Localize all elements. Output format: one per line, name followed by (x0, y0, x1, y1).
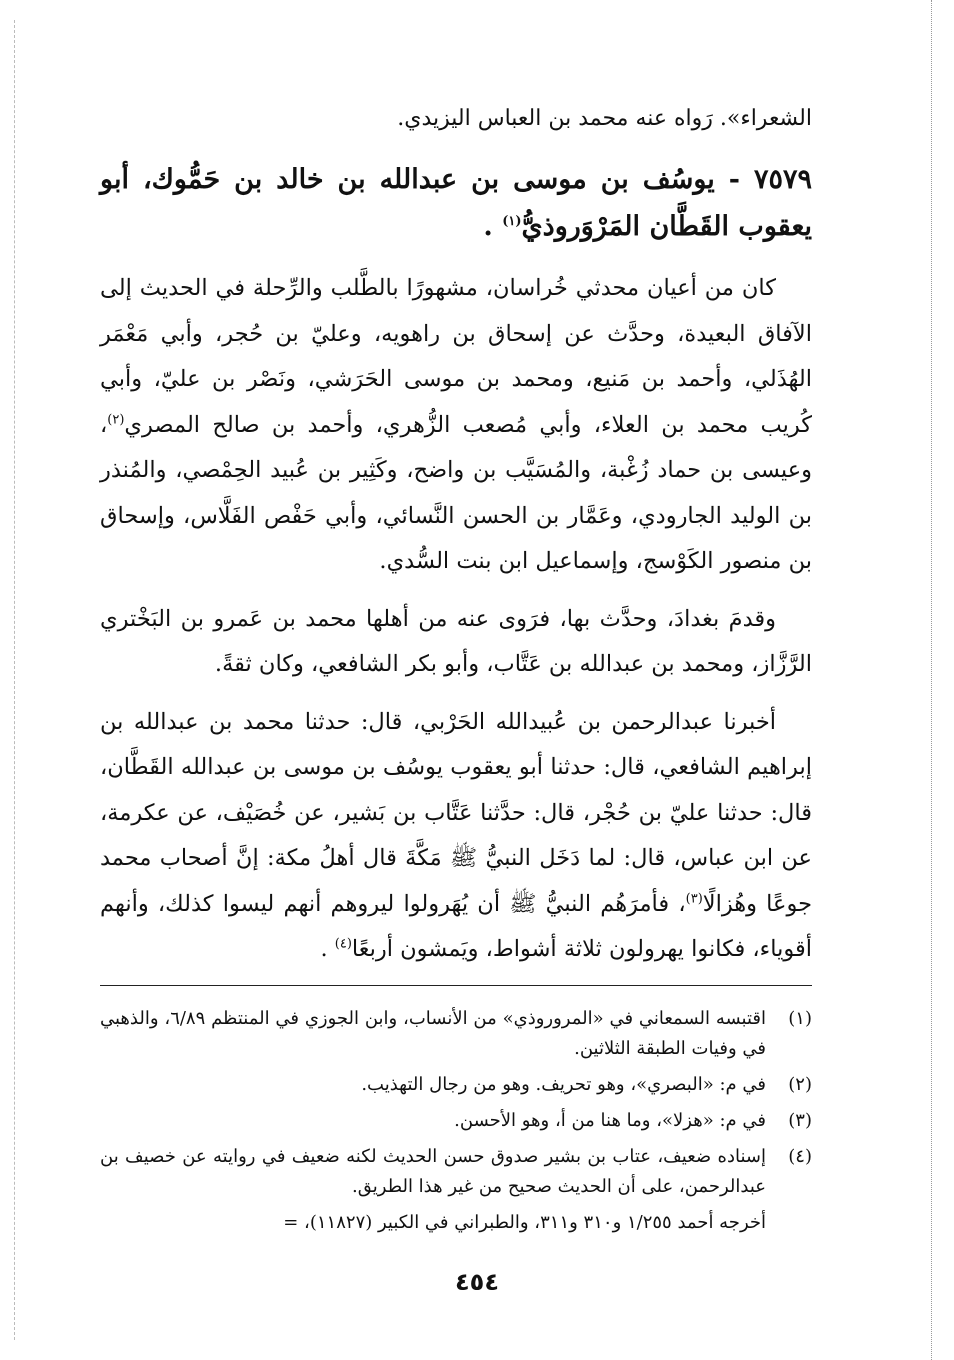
scan-edge-right (931, 0, 932, 1360)
page-body (100, 96, 812, 1238)
scan-edge-left (14, 20, 15, 1340)
paragraph-text: ، فأمرَهُم النبيُّ ﷺ أن يُهَرولوا ليروهم أنهم ليسوا كذلك، وأنهم أقوياء، فكانوا يهرولون ثلاثة أشواط، ويَمشون أربعًا (100, 890, 812, 962)
footnote-text: في م: «هزلا»، وما هنا من أ، وهو الأحسن. (454, 1109, 766, 1131)
footnote-number: (١) (788, 1007, 812, 1029)
paragraph-text: ، وعيسى بن حماد زُغْبة، والمُسَيَّب بن واضح، وكَثِير بن عُبيد الحِمْصي، والمُنذر بن الوليد الجارودي، وعَمَّار بن الحسن النَّسائي، وأبي حَفْص الفَلَّاس، وإسحاق بن منصور الكَوْسج، وإسماعيل ابن بنت السُّدي. (100, 411, 812, 574)
footnote-2 (100, 1070, 812, 1100)
footnote-text: اقتبسه السمعاني في «المروروذي» من الأنساب، وابن الجوزي في المنتظم ٦/٨٩، والذهبي في وفيات الطبقة الثلاثين. (100, 1007, 766, 1059)
footnote-ref-1[interactable]: (١) (502, 214, 522, 229)
footnote-continuation: أخرجه أحمد ١/٢٥٥ و٣١٠ و٣١١، والطبراني في الكبير (١١٨٢٧)، = (283, 1211, 766, 1233)
paragraph-baghdad (100, 597, 812, 688)
footnote-number: (٢) (788, 1073, 812, 1095)
footnote-ref-3[interactable]: (٣) (685, 891, 703, 906)
entry-number: ٧٥٧٩ (754, 164, 813, 195)
entry-title-end: . (483, 211, 503, 242)
footnote-ref-2[interactable]: (٢) (107, 412, 125, 427)
paragraph-biography (100, 266, 812, 585)
footnote-number: (٣) (788, 1109, 812, 1131)
footnote-text: في م: «البصري»، وهو تحريف. وهو من رجال التهذيب. (361, 1073, 766, 1095)
paragraph-text: أخبرنا عبدالرحمن بن عُبيدالله الحَرْبي، قال: حدثنا محمد بن عبدالله بن إبراهيم الشافعي، قال: حدثنا أبو يعقوب يوسُف بن موسى بن عبدالله القَطَّان، قال: حدثنا عليّ بن حُجْر، قال: حدَّثنا عَتَّاب بن بَشير، عن خُصَيْف، عن عكرمة، عن ابن عباس، قال: لما دَخَل النبيُّ ﷺ مَكَّةَ قال أهلُ مكة: إنَّ أصحاب محمد جوعًا وهُزالًا (100, 708, 812, 917)
paragraph-hadith (100, 700, 812, 973)
footnote-1 (100, 1004, 812, 1064)
footnote-number: (٤) (788, 1145, 812, 1167)
paragraph-text: وقدمَ بغدادَ، وحدَّث بها، فرَوى عنه من أهلها محمد بن عَمرو بن البَخْتري الرَّزَّاز، ومحمد بن عبدالله بن عَتَّاب، وأبو بكر الشافعي، وكان ثقةً. (100, 605, 812, 677)
footnote-4 (100, 1142, 812, 1202)
continuation-line: الشعراء». رَواه عنه محمد بن العباس اليزيدي. (397, 106, 812, 131)
footnote-text: إسناده ضعيف، عتاب بن بشير صدوق حسن الحديث لكنه ضعيف في روايته عن خصيف بن عبدالرحمن، على أن الحديث صحيح من غير هذا الطريق. (100, 1145, 766, 1197)
footnote-3 (100, 1106, 812, 1136)
entry-title: - يوسُف بن موسى بن عبدالله بن خالد بن حَمُّوك، أبو يعقوب القَطَّان المَرْوَروذيُّ (100, 164, 812, 242)
page-number: ٤٥٤ (455, 1268, 499, 1296)
entry-heading (100, 156, 812, 250)
paragraph-text: . (320, 936, 335, 962)
footnote-separator (100, 985, 812, 986)
footnote-ref-4[interactable]: (٤) (334, 936, 352, 952)
paragraph-text: كان من أعيان محدثي خُراسان، مشهورًا بالطَّلب والرِّحلة في الحديث إلى الآفاق البعيدة، وحدَّث عن إسحاق بن راهويه، وعليّ بن حُجر، وأبي مَعْمَر الهُذَلي، وأحمد بن مَنيع، ومحمد بن موسى الحَرَشي، ونَصْر بن عليّ، وأبي كُريب محمد بن العلاء، وأبي مُصعب الزُّهري، وأحمد بن صالح المصري (100, 275, 812, 438)
